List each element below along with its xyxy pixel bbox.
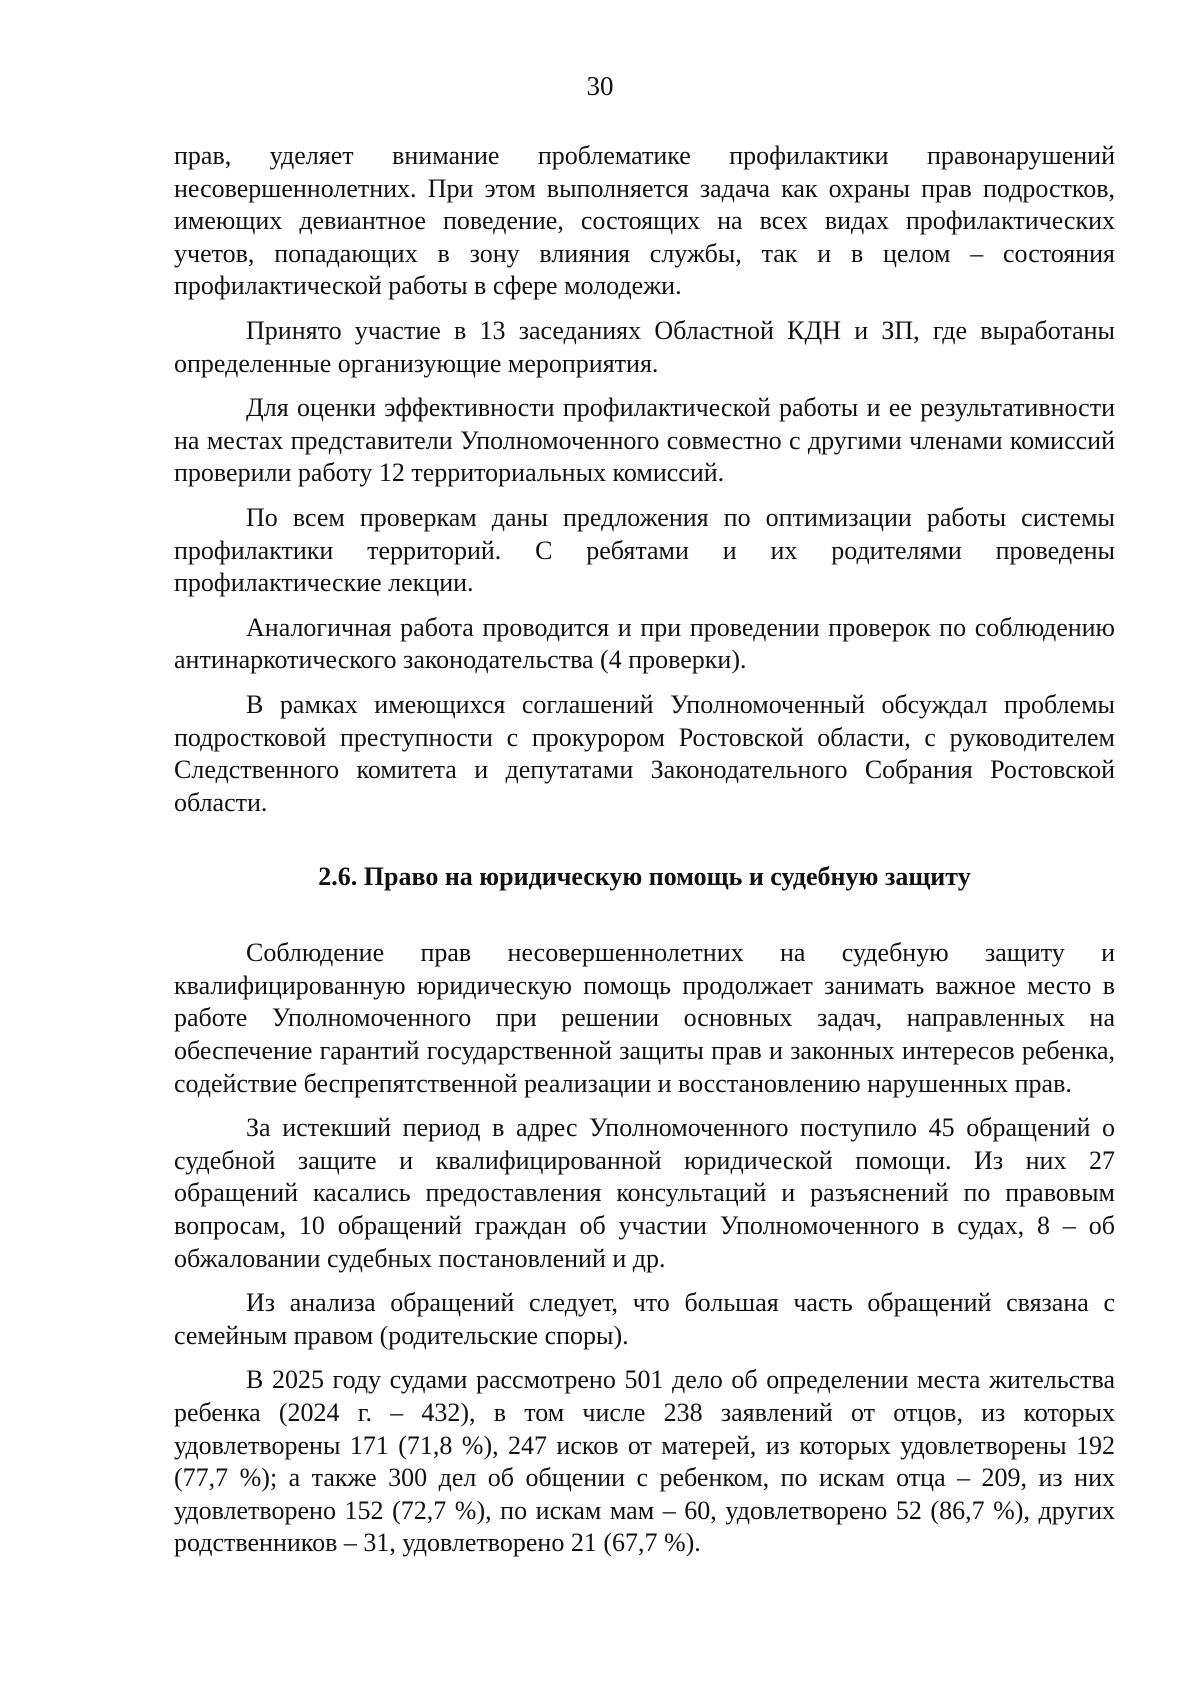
document-body <box>174 140 1115 1572</box>
paragraph: Аналогичная работа проводится и при проведении проверок по соблюдению антинаркотического законодательства (4 проверки). <box>174 612 1115 675</box>
paragraph: Из анализа обращений следует, что большая часть обращений связана с семейным правом (родительские споры). <box>174 1288 1115 1350</box>
paragraph: В 2025 году судами рассмотрено 501 дело об определении места жительства ребенка (2024 г. – 432), в том числе 238 заявлений от отцов, из которых удовлетворены 171 (71,8 %), 247 исков от матерей, из которых удовлетворены 192 (77,7 %); а также 300 дел об общении с ребенком, по искам отца – 209, из них удовлетворено 152 (72,7 %), по искам мам – 60, удовлетворено 52 (86,7 %), других родственников – 31, удовлетворено 21 (67,7 %). <box>174 1365 1115 1558</box>
paragraph: За истекший период в адрес Уполномоченного поступило 45 обращений о судебной защите и квалифицированной юридической помощи. Из них 27 обращений касались предоставления консультаций и разъяснений по правовым вопросам, 10 обращений граждан об участии Уполномоченного в судах, 8 – об обжаловании судебных постановлений и др. <box>174 1113 1115 1273</box>
page-number: 30 <box>586 71 614 101</box>
paragraph: По всем проверкам даны предложения по оптимизации работы системы профилактики территорий. С ребятами и их родителями проведены профилактические лекции. <box>174 502 1115 598</box>
paragraph: В рамках имеющихся соглашений Уполномоченный обсуждал проблемы подростковой преступности с прокурором Ростовской области, с руководителем Следственного комитета и депутатами Законодательного Собрания Ростовской области. <box>174 689 1115 817</box>
section-heading: 2.6. Право на юридическую помощь и судебную защиту <box>318 862 971 892</box>
paragraph: Соблюдение прав несовершеннолетних на судебную защиту и квалифицированную юридическую помощь продолжает занимать важное место в работе Уполномоченного при решении основных задач, направленных на обеспечение гарантий государственной защиты прав и законных интересов ребенка, содействие беспрепятственной реализации и восстановлению нарушенных прав. <box>174 938 1115 1098</box>
paragraph: Для оценки эффективности профилактической работы и ее результативности на местах представители Уполномоченного совместно с другими членами комиссий проверили работу 12 территориальных комиссий. <box>174 393 1115 488</box>
paragraph: Принято участие в 13 заседаниях Областной КДН и ЗП, где выработаны определенные организующие мероприятия. <box>174 315 1115 378</box>
paragraph-continuation: прав, уделяет внимание проблематике профилактики правонарушений несовершеннолетних. При этом выполняется задача как охраны прав подростков, имеющих девиантное поведение, состоящих на всех видах профилактических учетов, попадающих в зону влияния службы, так и в целом – состояния профилактической работы в сфере молодежи. <box>174 141 1115 301</box>
